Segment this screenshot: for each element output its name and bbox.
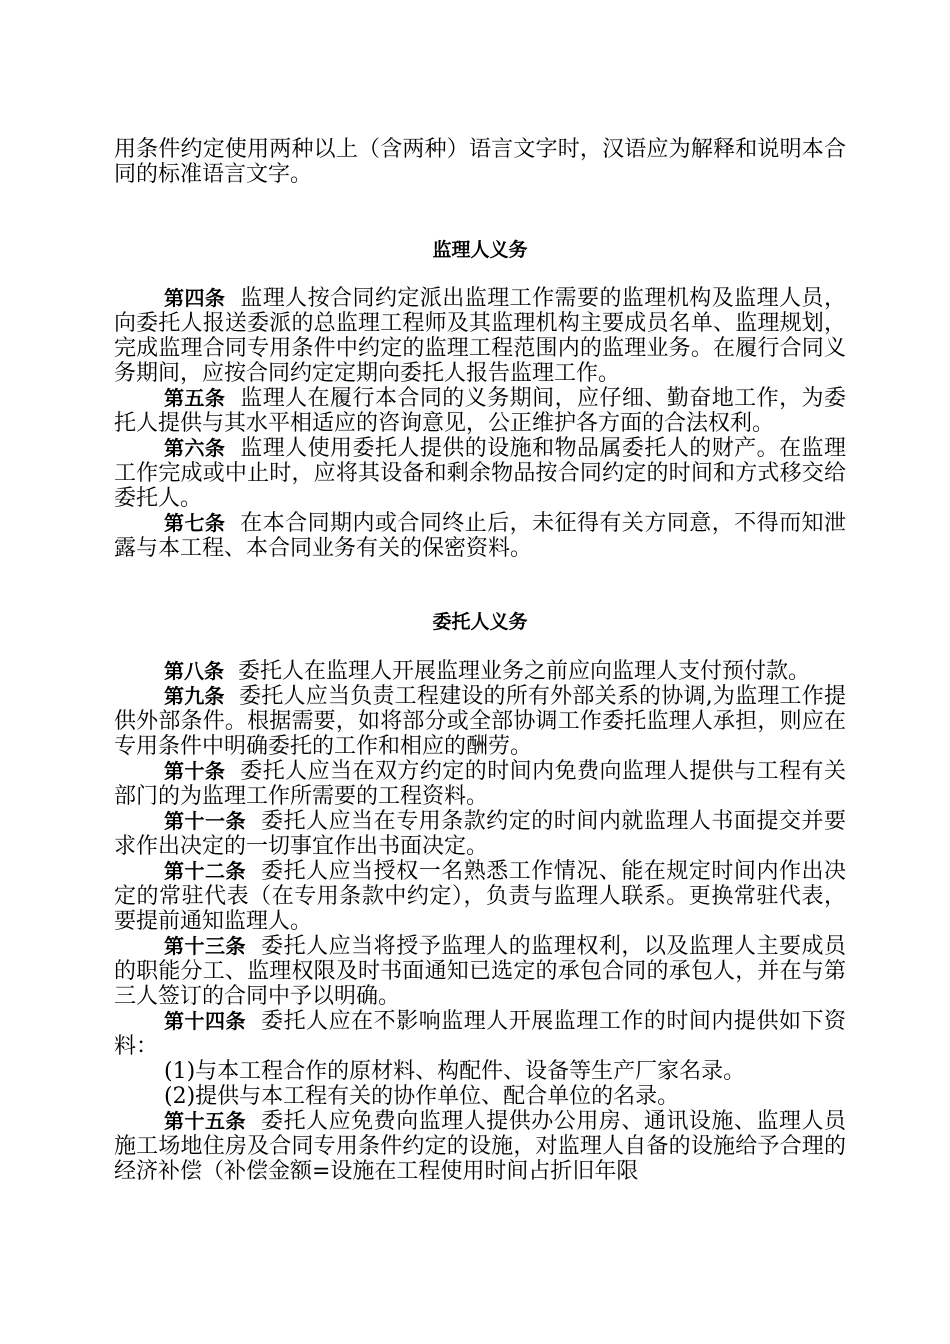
section-supervisor-obligations [114,286,846,561]
article-7 [114,511,846,561]
article-label: 第十条 [164,759,226,783]
article-4 [114,286,846,386]
article-text: 委托人应免费向监理人提供办公用房、通讯设施、监理人员施工场地住房及合同专用条件约定的设施，对监理人自备的设施给予合理的经济补偿（补偿金额=设施在工程使用时间占折旧年限 [114,1109,846,1184]
article-9 [114,684,846,759]
intro-paragraph [114,137,846,187]
article-label: 第十三条 [164,934,247,958]
article-label: 第八条 [164,659,224,683]
article-label: 第十四条 [164,1009,247,1033]
section-client-obligations [114,659,846,1184]
article-text: 委托人应在不影响监理人开展监理工作的时间内提供如下资料： [114,1009,846,1059]
article-text: 委托人应当在双方约定的时间内免费向监理人提供与工程有关部门的为监理工作所需要的工程资料。 [114,759,846,809]
article-text: 监理人按合同约定派出监理工作需要的监理机构及监理人员，向委托人报送委派的总监理工程师及其监理机构主要成员名单、监理规划，完成监理合同专用条件中约定的监理工程范围内的监理业务。在履行合同义务期间，应按合同约定定期向委托人报告监理工作。 [114,286,846,386]
article-label: 第五条 [164,386,226,410]
article-text: 委托人在监理人开展监理业务之前应向监理人支付预付款。 [238,659,811,684]
article-text: 监理人使用委托人提供的设施和物品属委托人的财产。在监理工作完成或中止时，应将其设备和剩余物品按合同约定的时间和方式移交给委托人。 [114,436,846,511]
article-11 [114,809,846,859]
article-12 [114,859,846,934]
article-text: 在本合同期内或合同终止后，未征得有关方同意，不得而知泄露与本工程、本合同业务有关的保密资料。 [114,511,846,561]
article-text: 委托人应当在专用条款约定的时间内就监理人书面提交并要求作出决定的一切事宜作出书面决定。 [114,809,846,859]
article-text: 委托人应当将授予监理人的监理权利，以及监理人主要成员的职能分工、监理权限及时书面通知已选定的承包合同的承包人，并在与第三人签订的合同中予以明确。 [114,934,846,1009]
article-label: 第六条 [164,436,226,460]
article-8 [114,659,846,684]
list-item-2: (2)提供与本工程有关的协作单位、配合单位的名录。 [164,1084,680,1109]
intro-text: 用条件约定使用两种以上（含两种）语言文字时，汉语应为解释和说明本合同的标准语言文字。 [114,137,846,187]
section-heading-supervisor-obligations: 监理人义务 [432,239,528,261]
article-label: 第七条 [164,511,226,535]
article-13 [114,934,846,1009]
article-6 [114,436,846,511]
article-label: 第十五条 [164,1109,247,1133]
article-14 [114,1009,846,1059]
article-5 [114,386,846,436]
article-text: 委托人应当负责工程建设的所有外部关系的协调,为监理工作提供外部条件。根据需要，如将部分或全部协调工作委托监理人承担，则应在专用条件中明确委托的工作和相应的酬劳。 [114,684,846,759]
article-label: 第十一条 [164,809,247,833]
article-15 [114,1109,846,1184]
article-text: 监理人在履行本合同的义务期间，应仔细、勤奋地工作，为委托人提供与其水平相适应的咨询意见，公正维护各方面的合法权利。 [114,386,846,436]
article-label: 第九条 [164,684,225,708]
section-heading-client-obligations: 委托人义务 [432,611,528,633]
article-label: 第十二条 [164,859,247,883]
article-label: 第四条 [164,286,226,310]
article-text: 委托人应当授权一名熟悉工作情况、能在规定时间内作出决定的常驻代表（在专用条款中约定），负责与监理人联系。更换常驻代表，要提前通知监理人。 [114,859,846,934]
article-10 [114,759,846,809]
list-item-1: (1)与本工程合作的原材料、构配件、设备等生产厂家名录。 [164,1059,746,1084]
